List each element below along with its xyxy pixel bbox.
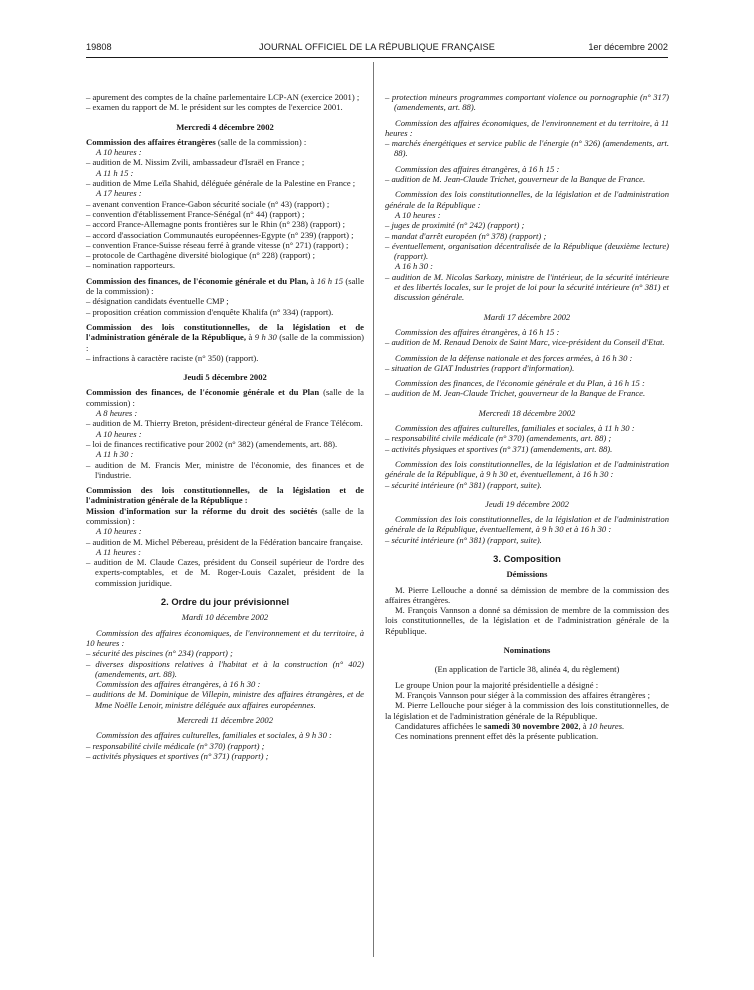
commission-heading: Commission des finances, de l'économie générale et du Plan, à 16 h 15 : [395, 378, 645, 389]
commission-heading: Commission des affaires économiques, de l'environnement et du territoire, à 10 heures : [86, 627, 364, 648]
list-item: – infractions à caractère raciste (n° 350) (rapport). [86, 353, 364, 363]
commission-heading: Commission des affaires étrangères, à 16 h 15 : [395, 163, 560, 174]
list-item: – audition de M. Thierry Breton, président-directeur général de France Télécom. [86, 418, 364, 428]
list-item: – situation de GIAT Industries (rapport d'information). [385, 363, 669, 373]
right-column [385, 92, 669, 741]
paragraph: Le groupe Union pour la majorité présidentielle a désigné : [395, 679, 599, 690]
day-heading: Mercredi 18 décembre 2002 [478, 407, 576, 418]
commission-heading: Commission des affaires étrangères, à 16 h 30 : [96, 679, 261, 690]
time-slot: A 10 heures : [96, 428, 142, 439]
commission-heading: Commission des affaires économiques, de l'environnement et du territoire, à 11 heures : [385, 117, 669, 138]
commission-heading: Commission de la défense nationale et des forces armées, à 16 h 30 : [395, 352, 633, 363]
list-item: – audition de M. Michel Pébereau, président de la Fédération bancaire française. [86, 537, 364, 547]
commission-heading: Commission des affaires étrangères (salle de la commission) : [86, 136, 307, 147]
time-slot: A 16 h 30 : [395, 261, 434, 272]
list-item: – audition de M. Jean-Claude Trichet, gouverneur de la Banque de France. [385, 174, 669, 184]
subsection-title: Nominations [503, 645, 551, 656]
list-item: – diverses dispositions relatives à l'habitat et à la construction (n° 402) (amendements, art. 88). [86, 659, 364, 680]
commission-heading: Commission des affaires culturelles, familiales et sociales, à 11 h 30 : [395, 423, 635, 434]
day-heading: Mardi 10 décembre 2002 [181, 612, 269, 623]
list-item: – activités physiques et sportives (n° 371) (rapport) ; [86, 751, 364, 761]
list-item: – proposition création commission d'enquête Khalifa (n° 334) (rapport). [86, 307, 364, 317]
list-item: – mandat d'arrêt européen (n° 378) (rapport) ; [385, 231, 669, 241]
subsection-title: Démissions [506, 569, 548, 580]
list-item: – loi de finances rectificative pour 2002 (n° 382) (amendements, art. 88). [86, 439, 364, 449]
commission-heading: Commission des lois constitutionnelles, de la législation et de l'administration générale de la République : [86, 485, 364, 506]
list-item: – audition de M. Jean-Claude Trichet, gouverneur de la Banque de France. [385, 388, 669, 398]
list-item: – audition de M. Nicolas Sarkozy, ministre de l'intérieur, de la sécurité intérieure et des libertés locales, sur le projet de loi pour la sécurité intérieure (n° 381) et discussion générale. [385, 272, 669, 303]
paragraph: M. Pierre Lellouche a donné sa démission de membre de la commission des affaires étrangères. [385, 584, 669, 605]
time-slot: A 10 heures : [96, 526, 142, 537]
list-item: – activités physiques et sportives (n° 371) (amendements, art. 88). [385, 444, 669, 454]
day-heading: Jeudi 19 décembre 2002 [485, 498, 569, 509]
list-item: – convention France-Suisse réseau ferré à grande vitesse (n° 271) (rapport) ; [86, 240, 364, 250]
commission-heading: Commission des lois constitutionnelles, de la législation et de l'administration générale de la République, à 9 h 30 (salle de la commission) : [86, 321, 364, 353]
paragraph: M. François Vannson pour siéger à la commission des affaires étrangères ; [395, 689, 651, 700]
page-number: 19808 [86, 42, 112, 52]
time-slot: A 11 h 15 : [96, 167, 134, 178]
commission-heading: Commission des affaires étrangères, à 16 h 15 : [395, 326, 560, 337]
commission-heading: Commission des lois constitutionnelles, de la législation et de l'administration générale de la République, à 9 h 30 et, éventuellement, à 16 h 30 : [385, 458, 669, 480]
list-item: – responsabilité civile médicale (n° 370) (rapport) ; [86, 741, 364, 751]
paragraph: M. Pierre Lellouche pour siéger à la commission des lois constitutionnelles, de la législation et de l'administration générale de la République. [385, 700, 669, 721]
time-slot: A 17 heures : [96, 188, 142, 199]
journal-title: JOURNAL OFFICIEL DE LA RÉPUBLIQUE FRANÇAISE [259, 42, 495, 52]
mission-heading: Mission d'information sur la réforme du droit des sociétés (salle de la commission) : [86, 505, 364, 526]
list-item: – auditions de M. Dominique de Villepin, ministre des affaires étrangères, et de Mme Noëlle Lenoir, ministre déléguée aux affaires européennes. [86, 689, 364, 710]
nominations-note: (En application de l'article 38, alinéa 4, du règlement) [434, 664, 620, 675]
list-item: – audition de M. Renaud Denoix de Saint Marc, vice-président du Conseil d'Etat. [385, 337, 669, 347]
list-item: – audition de M. Claude Cazes, président du Conseil supérieur de l'ordre des experts-comptables, et de M. Roger-Louis Cazalet, président de la commission juridique. [86, 557, 364, 588]
list-item: – protocole de Carthagène diversité biologique (n° 228) (rapport) ; [86, 250, 364, 260]
list-item: – marchés énergétiques et service public de l'énergie (n° 326) (amendements, art. 88). [385, 138, 669, 159]
column-divider [373, 62, 374, 957]
commission-heading: Commission des lois constitutionnelles, de la législation et de l'administration générale de la République : [385, 189, 669, 210]
list-item: – accord d'association Communautés européennes-Egypte (n° 239) (rapport) ; [86, 230, 364, 240]
list-item: – sécurité des piscines (n° 234) (rapport) ; [86, 648, 364, 658]
list-item: – juges de proximité (n° 242) (rapport) ; [385, 220, 669, 230]
paragraph: Candidatures affichées le samedi 30 novembre 2002, à 10 heures. [395, 720, 625, 731]
list-item: – protection mineurs programmes comportant violence ou pornographie (n° 317) (amendements, art. 88). [385, 92, 669, 113]
list-item: – audition de Mme Leïla Shahid, déléguée générale de la Palestine en France ; [86, 178, 364, 188]
list-item: – responsabilité civile médicale (n° 370) (amendements, art. 88) ; [385, 433, 669, 443]
list-item: – examen du rapport de M. le président sur les comptes de l'exercice 2001. [86, 102, 364, 112]
day-heading: Jeudi 5 décembre 2002 [183, 372, 267, 383]
commission-heading: Commission des affaires culturelles, familiales et sociales, à 9 h 30 : [96, 730, 332, 741]
paragraph: M. François Vannson a donné sa démission de membre de la commission des lois constitutionnelles, de la législation et de l'administration générale de la République. [385, 605, 669, 636]
day-heading: Mercredi 4 décembre 2002 [176, 121, 274, 132]
day-heading: Mardi 17 décembre 2002 [483, 311, 571, 322]
list-item: – sécurité intérieure (n° 381) (rapport, suite). [385, 535, 669, 545]
list-item: – accord France-Allemagne ponts frontières sur le Rhin (n° 238) (rapport) ; [86, 219, 364, 229]
time-slot: A 11 h 30 : [96, 449, 134, 460]
time-slot: A 10 heures : [395, 209, 441, 220]
commission-heading: Commission des lois constitutionnelles, de la législation et de l'administration générale de la République, éventuellement, à 9 h 30 et à 16 h 30 : [385, 514, 669, 535]
time-slot: A 8 heures : [96, 408, 138, 419]
commission-heading: Commission des finances, de l'économie générale et du Plan (salle de la commission) : [86, 387, 364, 408]
issue-date: 1er décembre 2002 [588, 42, 668, 52]
day-heading: Mercredi 11 décembre 2002 [176, 715, 273, 726]
list-item: – avenant convention France-Gabon sécurité sociale (n° 43) (rapport) ; [86, 199, 364, 209]
section-title: 2. Ordre du jour prévisionnel [160, 596, 290, 608]
list-item: – sécurité intérieure (n° 381) (rapport, suite). [385, 480, 669, 490]
header-rule [86, 57, 668, 58]
time-slot: A 10 heures : [96, 147, 142, 158]
left-column [86, 92, 364, 761]
page-header [86, 42, 668, 56]
section-title: 3. Composition [493, 552, 561, 564]
list-item: – audition de M. Nissim Zvili, ambassadeur d'Israël en France ; [86, 157, 364, 167]
list-item: – nomination rapporteurs. [86, 260, 364, 270]
commission-heading: Commission des finances, de l'économie générale et du Plan, à 16 h 15 (salle de la commission) : [86, 275, 365, 297]
list-item: – désignation candidats éventuelle CMP ; [86, 296, 364, 306]
list-item: – convention d'établissement France-Sénégal (n° 44) (rapport) ; [86, 209, 364, 219]
time-slot: A 11 heures : [96, 546, 141, 557]
list-item: – apurement des comptes de la chaîne parlementaire LCP-AN (exercice 2001) ; [86, 92, 364, 102]
list-item: – audition de M. Francis Mer, ministre de l'économie, des finances et de l'industrie. [86, 460, 364, 481]
list-item: – éventuellement, organisation décentralisée de la République (deuxième lecture) (rapport). [385, 241, 669, 262]
paragraph: Ces nominations prennent effet dès la présente publication. [395, 731, 599, 742]
